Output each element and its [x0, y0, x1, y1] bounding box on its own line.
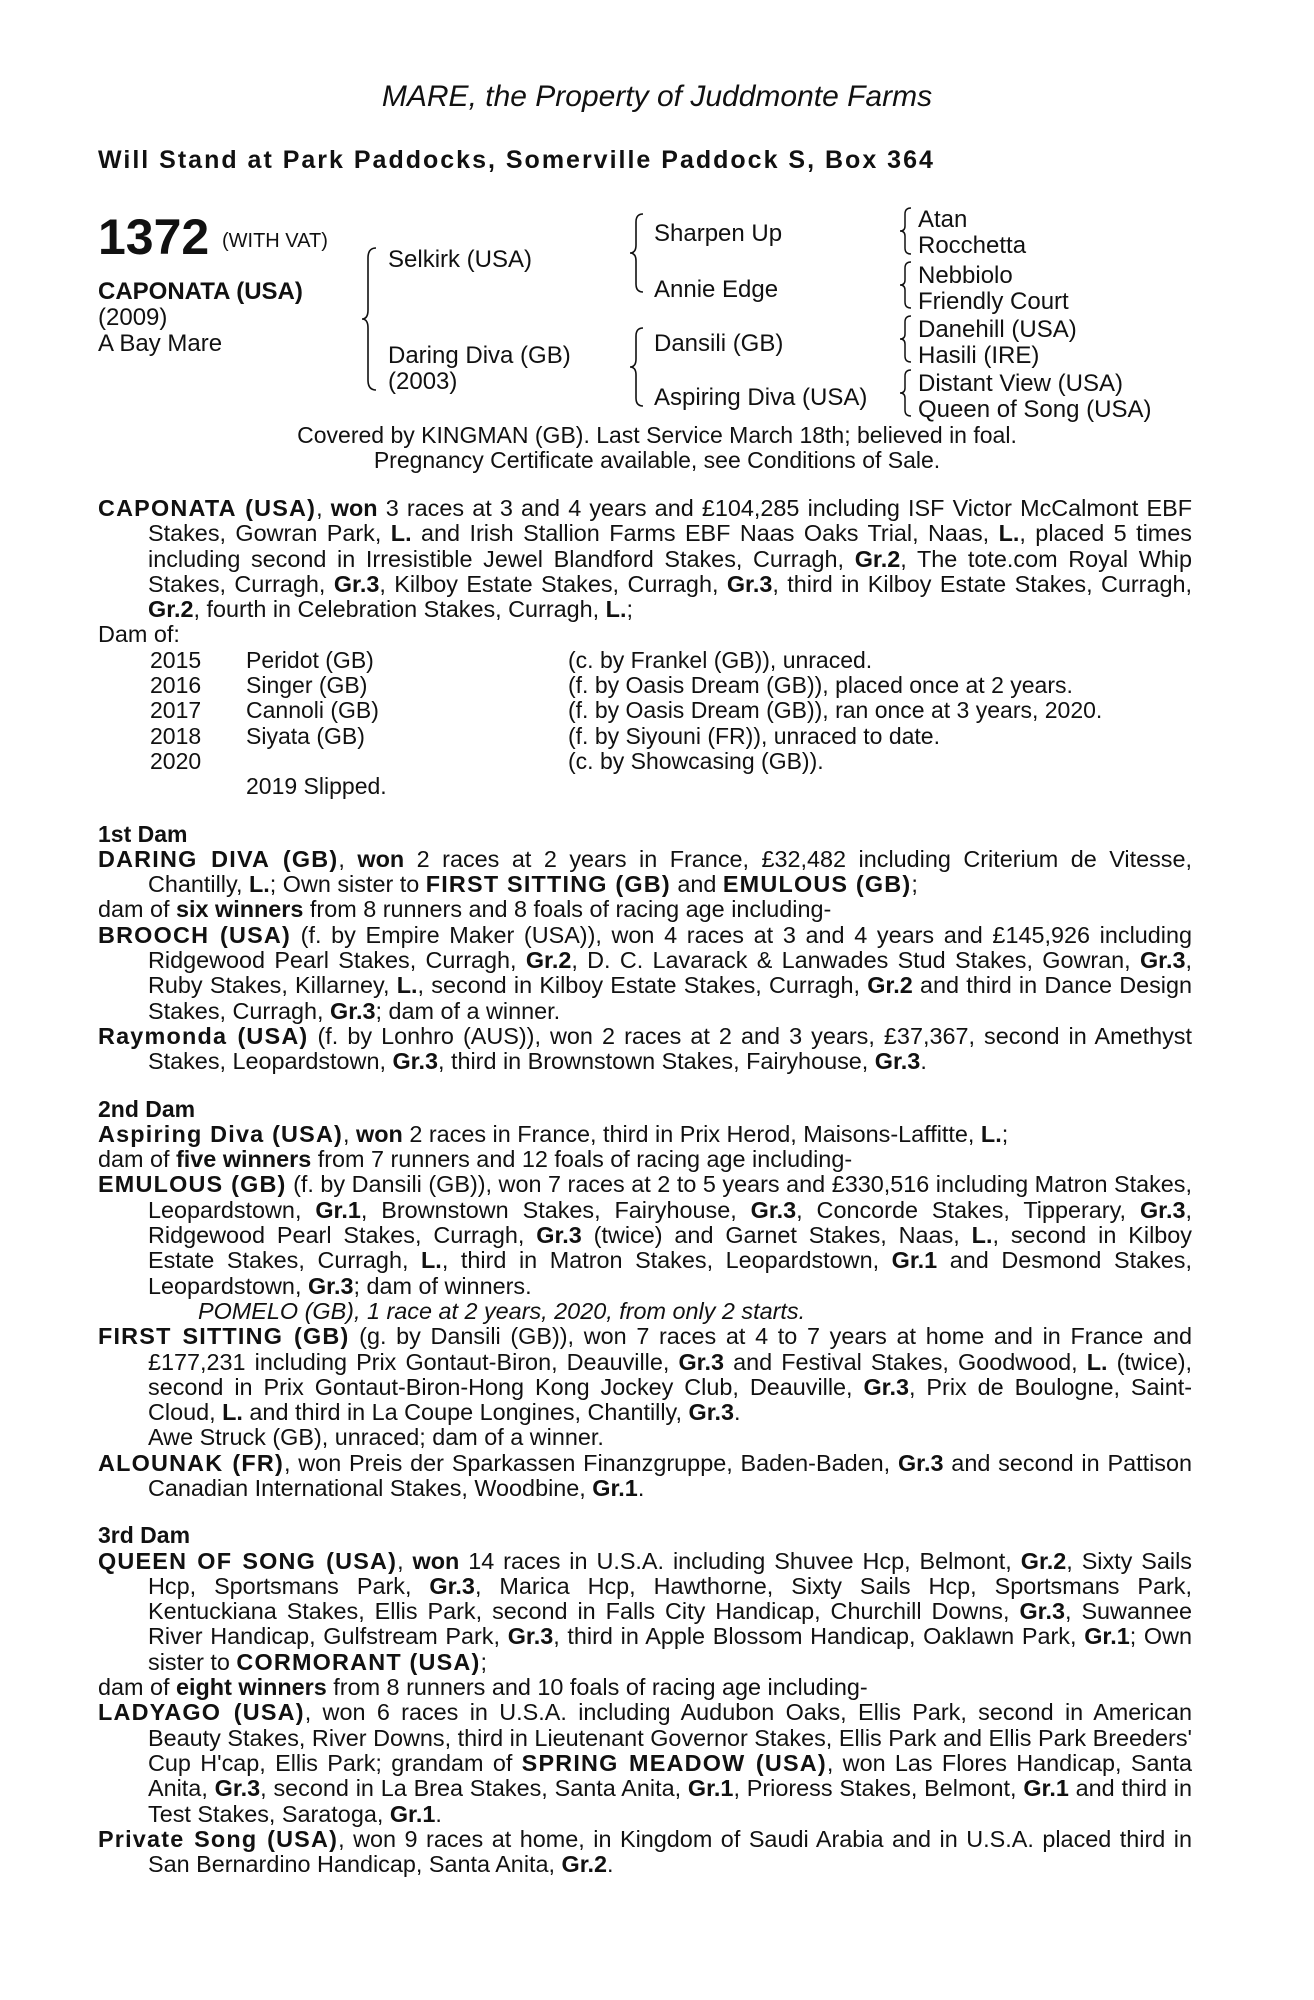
second-dam-foal-emulous: EMULOUS (GB) (f. by Dansili (GB)), won 7 races at 2 to 5 years and £330,516 including Matron Stakes, Leopardstown, Gr.1, Brownstown Stakes, Fairyhouse, Gr.3, Concorde Stakes, Tipperary, Gr.3, Ridgewood Pearl Stakes, Curragh, Gr.3 (twice) and Garnet Stakes, Naas, L., second in Kilboy Estate Stakes, Curragh, L., third in Matron Stakes, Leopardstown, Gr.1 and Desmond Stakes, Leopardstown, Gr.3; dam of winners. [98, 1171, 1192, 1299]
pedigree-g7: Distant View (USA) [918, 370, 1123, 397]
first-dam-record: DARING DIVA (GB), won 2 races at 2 years in France, £32,482 including Criterium de Vitesse, Chantilly, L.; Own sister to FIRST SITTING (GB) and EMULOUS (GB); [98, 845, 1193, 898]
produce-year [150, 774, 246, 799]
pregnancy-note: Pregnancy Certificate available, see Conditions of Sale. [373, 447, 941, 473]
produce-name: 2019 Slipped. [246, 773, 387, 800]
produce-name: Siyata (GB) [246, 722, 365, 749]
pedigree-dam-dam: Aspiring Diva (USA) [654, 384, 868, 411]
produce-name: Cannoli (GB) [246, 697, 379, 724]
produce-row [150, 698, 1102, 723]
first-dam-summary: dam of six winners from 8 runners and 8 foals of racing age including- [98, 896, 832, 923]
page-title: MARE, the Property of Juddmonte Farms [381, 80, 933, 113]
third-dam-foal-private-song: Private Song (USA), won 9 races at home, in Kingdom of Saudi Arabia and in U.S.A. placed third in San Bernardino Handicap, Santa Anita, Gr.2. [98, 1825, 1193, 1878]
dam-of-label: Dam of: [98, 621, 180, 648]
first-dam-foal-raymonda: Raymonda (USA) (f. by Lonhro (AUS)), won 2 races at 2 and 3 years, £37,367, second in Amethyst Stakes, Leopardstown, Gr.3, third in Brownstown Stakes, Fairyhouse, Gr.3. [98, 1022, 1193, 1075]
pedigree-dam-year: (2003) [388, 368, 458, 395]
produce-row [150, 648, 1102, 673]
produce-year: 2016 [150, 672, 202, 699]
produce-row [150, 774, 1102, 799]
awe-struck-foal-alounak: ALOUNAK (FR), won Preis der Sparkassen Finanzgruppe, Baden-Baden, Gr.3 and second in Pattison Canadian International Stakes, Woodbine, Gr.1. [98, 1449, 1192, 1501]
produce-year: 2020 [150, 747, 202, 774]
pedigree-g6: Hasili (IRE) [918, 342, 1040, 369]
pedigree-brace-main [360, 246, 380, 392]
produce-row [150, 749, 1102, 774]
lot-number: 1372 [98, 209, 210, 265]
pedigree-brace-sire [628, 212, 646, 294]
first-dam-foal-brooch: BROOCH (USA) (f. by Empire Maker (USA)), won 4 races at 3 and 4 years and £145,926 including Ridgewood Pearl Stakes, Curragh, Gr.2, D. C. Lavarack & Lanwades Stud Stakes, Gowran, Gr.3, Ruby Stakes, Killarney, L., second in Kilboy Estate Stakes, Curragh, Gr.2 and third in Dance Design Stakes, Curragh, Gr.3; dam of a winner. [98, 921, 1192, 1024]
horse-name: CAPONATA (USA) [98, 278, 303, 305]
stand-location: Will Stand at Park Paddocks, Somerville Paddock S, Box 364 [98, 146, 935, 174]
vat-note: (WITH VAT) [222, 230, 328, 252]
horse-description: A Bay Mare [98, 330, 223, 357]
produce-name: Peridot (GB) [246, 646, 374, 673]
pedigree-brace-g4 [898, 368, 914, 418]
third-dam-summary: dam of eight winners from 8 runners and 10 foals of racing age including- [98, 1674, 868, 1701]
pedigree-g8: Queen of Song (USA) [918, 396, 1152, 423]
produce-name [246, 749, 568, 774]
produce-note: (f. by Oasis Dream (GB)), placed once at 2 years. [568, 672, 1073, 699]
catalogue-body [98, 496, 1192, 1877]
pedigree-dam: Daring Diva (GB) [388, 342, 571, 369]
heading-3rd-dam: 3rd Dam [98, 1522, 191, 1549]
produce-note: (f. by Siyouni (FR)), unraced to date. [568, 722, 940, 749]
pedigree-brace-dam [628, 326, 646, 408]
produce-note [568, 774, 1102, 799]
produce-row [150, 724, 1102, 749]
pedigree-sire-sire: Sharpen Up [654, 220, 783, 247]
second-dam-foal-first-sitting: FIRST SITTING (GB) (g. by Dansili (GB)), won 7 races at 4 to 7 years at home and in France and £177,231 including Prix Gontaut-Biron, Deauville, Gr.3 and Festival Stakes, Goodwood, L. (twice), second in Prix Gontaut-Biron-Hong Kong Jockey Club, Deauville, Gr.3, Prix de Boulogne, Saint-Cloud, L. and third in La Coupe Longines, Chantilly, Gr.3. [98, 1323, 1192, 1426]
produce-note: (c. by Showcasing (GB)). [568, 747, 824, 774]
mare-record: CAPONATA (USA), won 3 races at 3 and 4 years and £104,285 including ISF Victor McCalmont EBF Stakes, Gowran Park, L. and Irish Stallion Farms EBF Naas Oaks Trial, Naas, L., placed 5 times including second in Irresistible Jewel Blandford Stakes, Curragh, Gr.2, The tote.com Royal Whip Stakes, Curragh, Gr.3, Kilboy Estate Stakes, Curragh, Gr.3, third in Kilboy Estate Stakes, Curragh, Gr.2, fourth in Celebration Stakes, Curragh, L.; [98, 495, 1193, 623]
pedigree-brace-g2 [898, 260, 914, 310]
pedigree-brace-g1 [898, 206, 914, 256]
produce-year: 2017 [150, 697, 202, 724]
pedigree-brace-g3 [898, 314, 914, 364]
pedigree-g3: Nebbiolo [918, 262, 1013, 289]
heading-1st-dam: 1st Dam [98, 820, 188, 847]
pedigree-sire-dam: Annie Edge [654, 276, 779, 303]
produce-note: (c. by Frankel (GB)), unraced. [568, 646, 873, 673]
produce-year: 2018 [150, 722, 202, 749]
covering-note: Covered by KINGMAN (GB). Last Service March 18th; believed in foal. [297, 422, 1017, 448]
produce-note: (f. by Oasis Dream (GB)), ran once at 3 years, 2020. [568, 697, 1103, 724]
pedigree-g1: Atan [918, 206, 968, 233]
heading-2nd-dam: 2nd Dam [98, 1095, 196, 1122]
second-dam-foal-awe-struck: Awe Struck (GB), unraced; dam of a winner. [148, 1424, 604, 1451]
pedigree-sire: Selkirk (USA) [388, 246, 533, 273]
pedigree-dam-sire: Dansili (GB) [654, 330, 784, 357]
produce-year: 2015 [150, 646, 202, 673]
third-dam-foal-ladyago: LADYAGO (USA), won 6 races in U.S.A. including Audubon Oaks, Ellis Park, second in American Beauty Stakes, River Downs, third in Lieutenant Governor Stakes, Ellis Park and Ellis Park Breeders' Cup H'cap, Ellis Park; grandam of SPRING MEADOW (USA), won Las Flores Handicap, Santa Anita, Gr.3, second in La Brea Stakes, Santa Anita, Gr.1, Prioress Stakes, Belmont, Gr.1 and third in Test Stakes, Saratoga, Gr.1. [98, 1699, 1193, 1827]
produce-table [150, 648, 1102, 800]
horse-year: (2009) [98, 304, 168, 331]
third-dam-record: QUEEN OF SONG (USA), won 14 races in U.S.A. including Shuvee Hcp, Belmont, Gr.2, Sixty Sails Hcp, Sportsmans Park, Gr.3, Marica Hcp, Hawthorne, Sixty Sails Hcp, Sportsmans Park, Kentuckiana Stakes, Ellis Park, second in Falls City Handicap, Churchill Downs, Gr.3, Suwannee River Handicap, Gulfstream Park, Gr.3, third in Apple Blossom Handicap, Oaklawn Park, Gr.1; Own sister to CORMORANT (USA); [98, 1547, 1193, 1675]
second-dam-record: Aspiring Diva (USA), won 2 races in France, third in Prix Herod, Maisons-Laffitte, L.; [98, 1120, 1009, 1147]
emulous-foal-pomelo: POMELO (GB), 1 race at 2 years, 2020, from only 2 starts. [198, 1297, 806, 1324]
produce-row [150, 673, 1102, 698]
pedigree-g2: Rocchetta [918, 232, 1027, 259]
second-dam-summary: dam of five winners from 7 runners and 12 foals of racing age including- [98, 1146, 853, 1173]
pedigree-g4: Friendly Court [918, 288, 1069, 315]
produce-name: Singer (GB) [246, 672, 368, 699]
pedigree-g5: Danehill (USA) [918, 316, 1077, 343]
